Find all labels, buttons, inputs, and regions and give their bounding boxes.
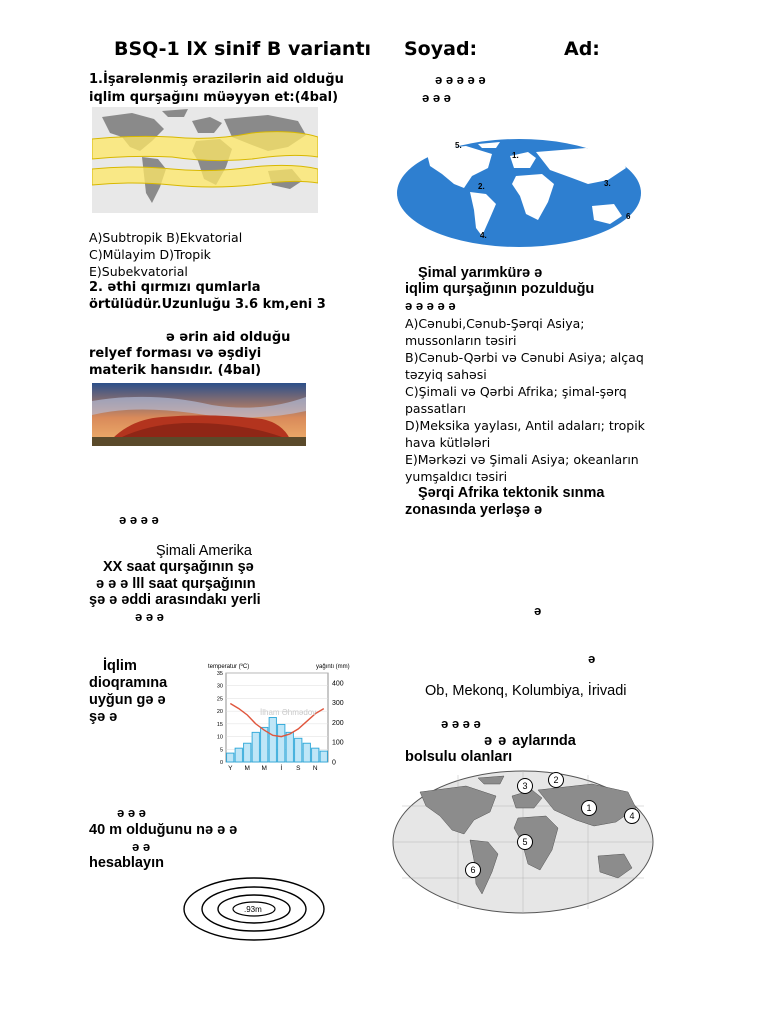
time-zone-line-2: ə ə ə lll saat qurşağının [96, 576, 256, 592]
climate-diagram [204, 660, 356, 772]
precip-bar [286, 732, 293, 762]
map2-marker-5: 5 [517, 834, 533, 850]
q-africa-line-1: Şərqi Afrika tektonik sınma [418, 485, 605, 501]
qn-option-a-2: mussonların təsiri [405, 333, 517, 348]
qn-option-c-2: passatları [405, 401, 466, 416]
qn-option-b-2: təzyiq sahəsi [405, 367, 487, 382]
left-tick-label: 5 [219, 747, 223, 754]
temp-axis-label: temperatur (ºC) [208, 664, 250, 670]
uluru-photo [92, 383, 306, 446]
contour-diagram [182, 876, 326, 942]
x-tick-label: M [244, 765, 250, 772]
x-tick-label: İ [280, 765, 283, 772]
precip-bar [252, 732, 259, 762]
precip-bar [320, 751, 327, 762]
left-tick-label: 0 [219, 760, 223, 766]
precip-bar [235, 748, 242, 762]
world-map-climate-bands [92, 107, 318, 213]
climate-q-line-1: İqlim [103, 658, 137, 674]
left-tick-label: 10 [216, 734, 223, 741]
map1-label-1: 1. [512, 151, 519, 160]
precip-bar [303, 743, 310, 762]
precip-bar [244, 743, 251, 762]
time-zone-line-3: şə ə əddi arasındakı yerli [89, 592, 261, 608]
north-america-label: Şimali Amerika [156, 543, 252, 559]
q1-line-1: 1.İşarələnmiş ərazilərin aid olduğu [89, 72, 344, 87]
q2-line-4: relyef forması və əşdiyi [89, 346, 262, 361]
qn-option-d: D)Meksika yaylası, Antil adaları; tropik [405, 418, 645, 433]
left-tick-label: 25 [216, 696, 223, 703]
precip-bar [261, 727, 268, 762]
map2-marker-6: 6 [465, 862, 481, 878]
qn-option-c: C)Şimali və Qərbi Afrika; şimal-şərq [405, 384, 627, 399]
precip-bar [312, 748, 319, 762]
height-q-line-1: 40 m olduğunu nə ə ə [89, 822, 238, 838]
qn-option-a: A)Cənubi,Cənub-Şərqi Asiya; [405, 316, 585, 331]
climate-q-line-3: uyğun gə ə [89, 692, 166, 708]
name-label: Ad: [564, 38, 600, 60]
right-fragment-row-1: ə ə ə ə ə [435, 72, 486, 87]
qn-line-1: Şimal yarımkürə ə [418, 265, 543, 281]
map2-marker-3: 3 [517, 778, 533, 794]
map2-marker-1: 1 [581, 800, 597, 816]
mid-right-fragment-1: ə [534, 603, 542, 618]
height-q-fragment-1: ə ə ə [117, 805, 146, 820]
right-tick-label: 400 [332, 680, 344, 688]
map1-label-4: 4. [480, 231, 487, 240]
right-tick-label: 300 [332, 700, 344, 708]
world-map-numbered [396, 138, 642, 248]
q2-line-3: ə ərin aid olduğu [166, 330, 291, 345]
map1-label-5: 5. [455, 141, 462, 150]
climate-q-line-4: şə ə [89, 709, 118, 725]
qn-option-e: E)Mərkəzi və Şimali Asiya; okeanların [405, 452, 639, 467]
mid-left-fragment: ə ə ə ə [119, 512, 159, 527]
precip-bar [227, 753, 234, 762]
q1-option-2: C)Mülayim D)Tropik [89, 247, 211, 262]
precip-bar [269, 718, 276, 763]
mid-right-fragment-2: ə [588, 651, 596, 666]
left-tick-label: 15 [216, 721, 223, 728]
qn-line-3: ə ə ə ə ə [405, 298, 456, 313]
height-q-fragment-2: ə ə [132, 839, 151, 854]
climate-q-line-2: dioqramına [89, 675, 168, 691]
x-tick-label: Y [228, 765, 233, 772]
contour-height-label: .93m [244, 905, 262, 914]
left-tick-label: 20 [216, 709, 223, 716]
height-q-line-2: hesablayın [89, 855, 164, 871]
map1-label-2: 2. [478, 182, 485, 191]
right-tick-label: 0 [332, 759, 336, 767]
q-africa-line-2: zonasında yerləşə ə [405, 502, 543, 518]
x-tick-label: N [312, 765, 318, 772]
time-zone-line-4: ə ə ə [135, 609, 164, 624]
page-title: BSQ-1 lX sinif B variantı [114, 38, 372, 60]
rivers-question-line-1: ə ə aylarında [484, 733, 576, 749]
x-tick-label: S [296, 765, 301, 772]
x-tick-label: M [261, 765, 267, 772]
left-tick-label: 30 [216, 683, 223, 690]
right-fragment-row-2: ə ə ə [422, 90, 451, 105]
q1-option-3: E)Subekvatorial [89, 264, 188, 279]
right-tick-label: 100 [332, 739, 344, 747]
q1-option-1: A)Subtropik B)Ekvatorial [89, 230, 243, 245]
q1-line-2: iqlim qurşağını müəyyən et:(4bal) [89, 90, 339, 105]
qn-option-d-2: hava kütlələri [405, 435, 491, 450]
precip-bar [295, 738, 302, 762]
precip-axis-label: yağıntı (mm) [316, 664, 350, 670]
left-tick-label: 35 [216, 671, 223, 677]
chart-watermark: İlham Əhmədov [260, 708, 317, 717]
time-zone-line-1: XX saat qurşağının şə [103, 559, 254, 575]
rivers-question-line-2: bolsulu olanları [405, 749, 513, 765]
map2-marker-2: 2 [548, 772, 564, 788]
right-tick-label: 200 [332, 719, 344, 727]
qn-option-b: B)Cənub-Qərbi və Cənubi Asiya; alçaq [405, 350, 644, 365]
qn-line-2: iqlim qurşağının pozulduğu [405, 281, 595, 297]
q2-line-2: örtülüdür.Uzunluğu 3.6 km,eni 3 [89, 297, 326, 312]
mid-right-fragment-3: ə ə ə ə [441, 716, 481, 731]
precip-bar [278, 724, 285, 762]
map1-label-3: 3. [604, 179, 611, 188]
q2-line-1: 2. əthi qırmızı qumlarla [89, 280, 261, 295]
q2-line-5: materik hansıdır. (4bal) [89, 363, 262, 378]
map1-label-6: 6 [626, 212, 631, 221]
surname-label: Soyad: [404, 38, 478, 60]
map2-marker-4: 4 [624, 808, 640, 824]
qn-option-e-2: yumşaldıcı təsiri [405, 469, 508, 484]
rivers-list: Ob, Mekonq, Kolumbiya, İrivadi [425, 683, 627, 699]
